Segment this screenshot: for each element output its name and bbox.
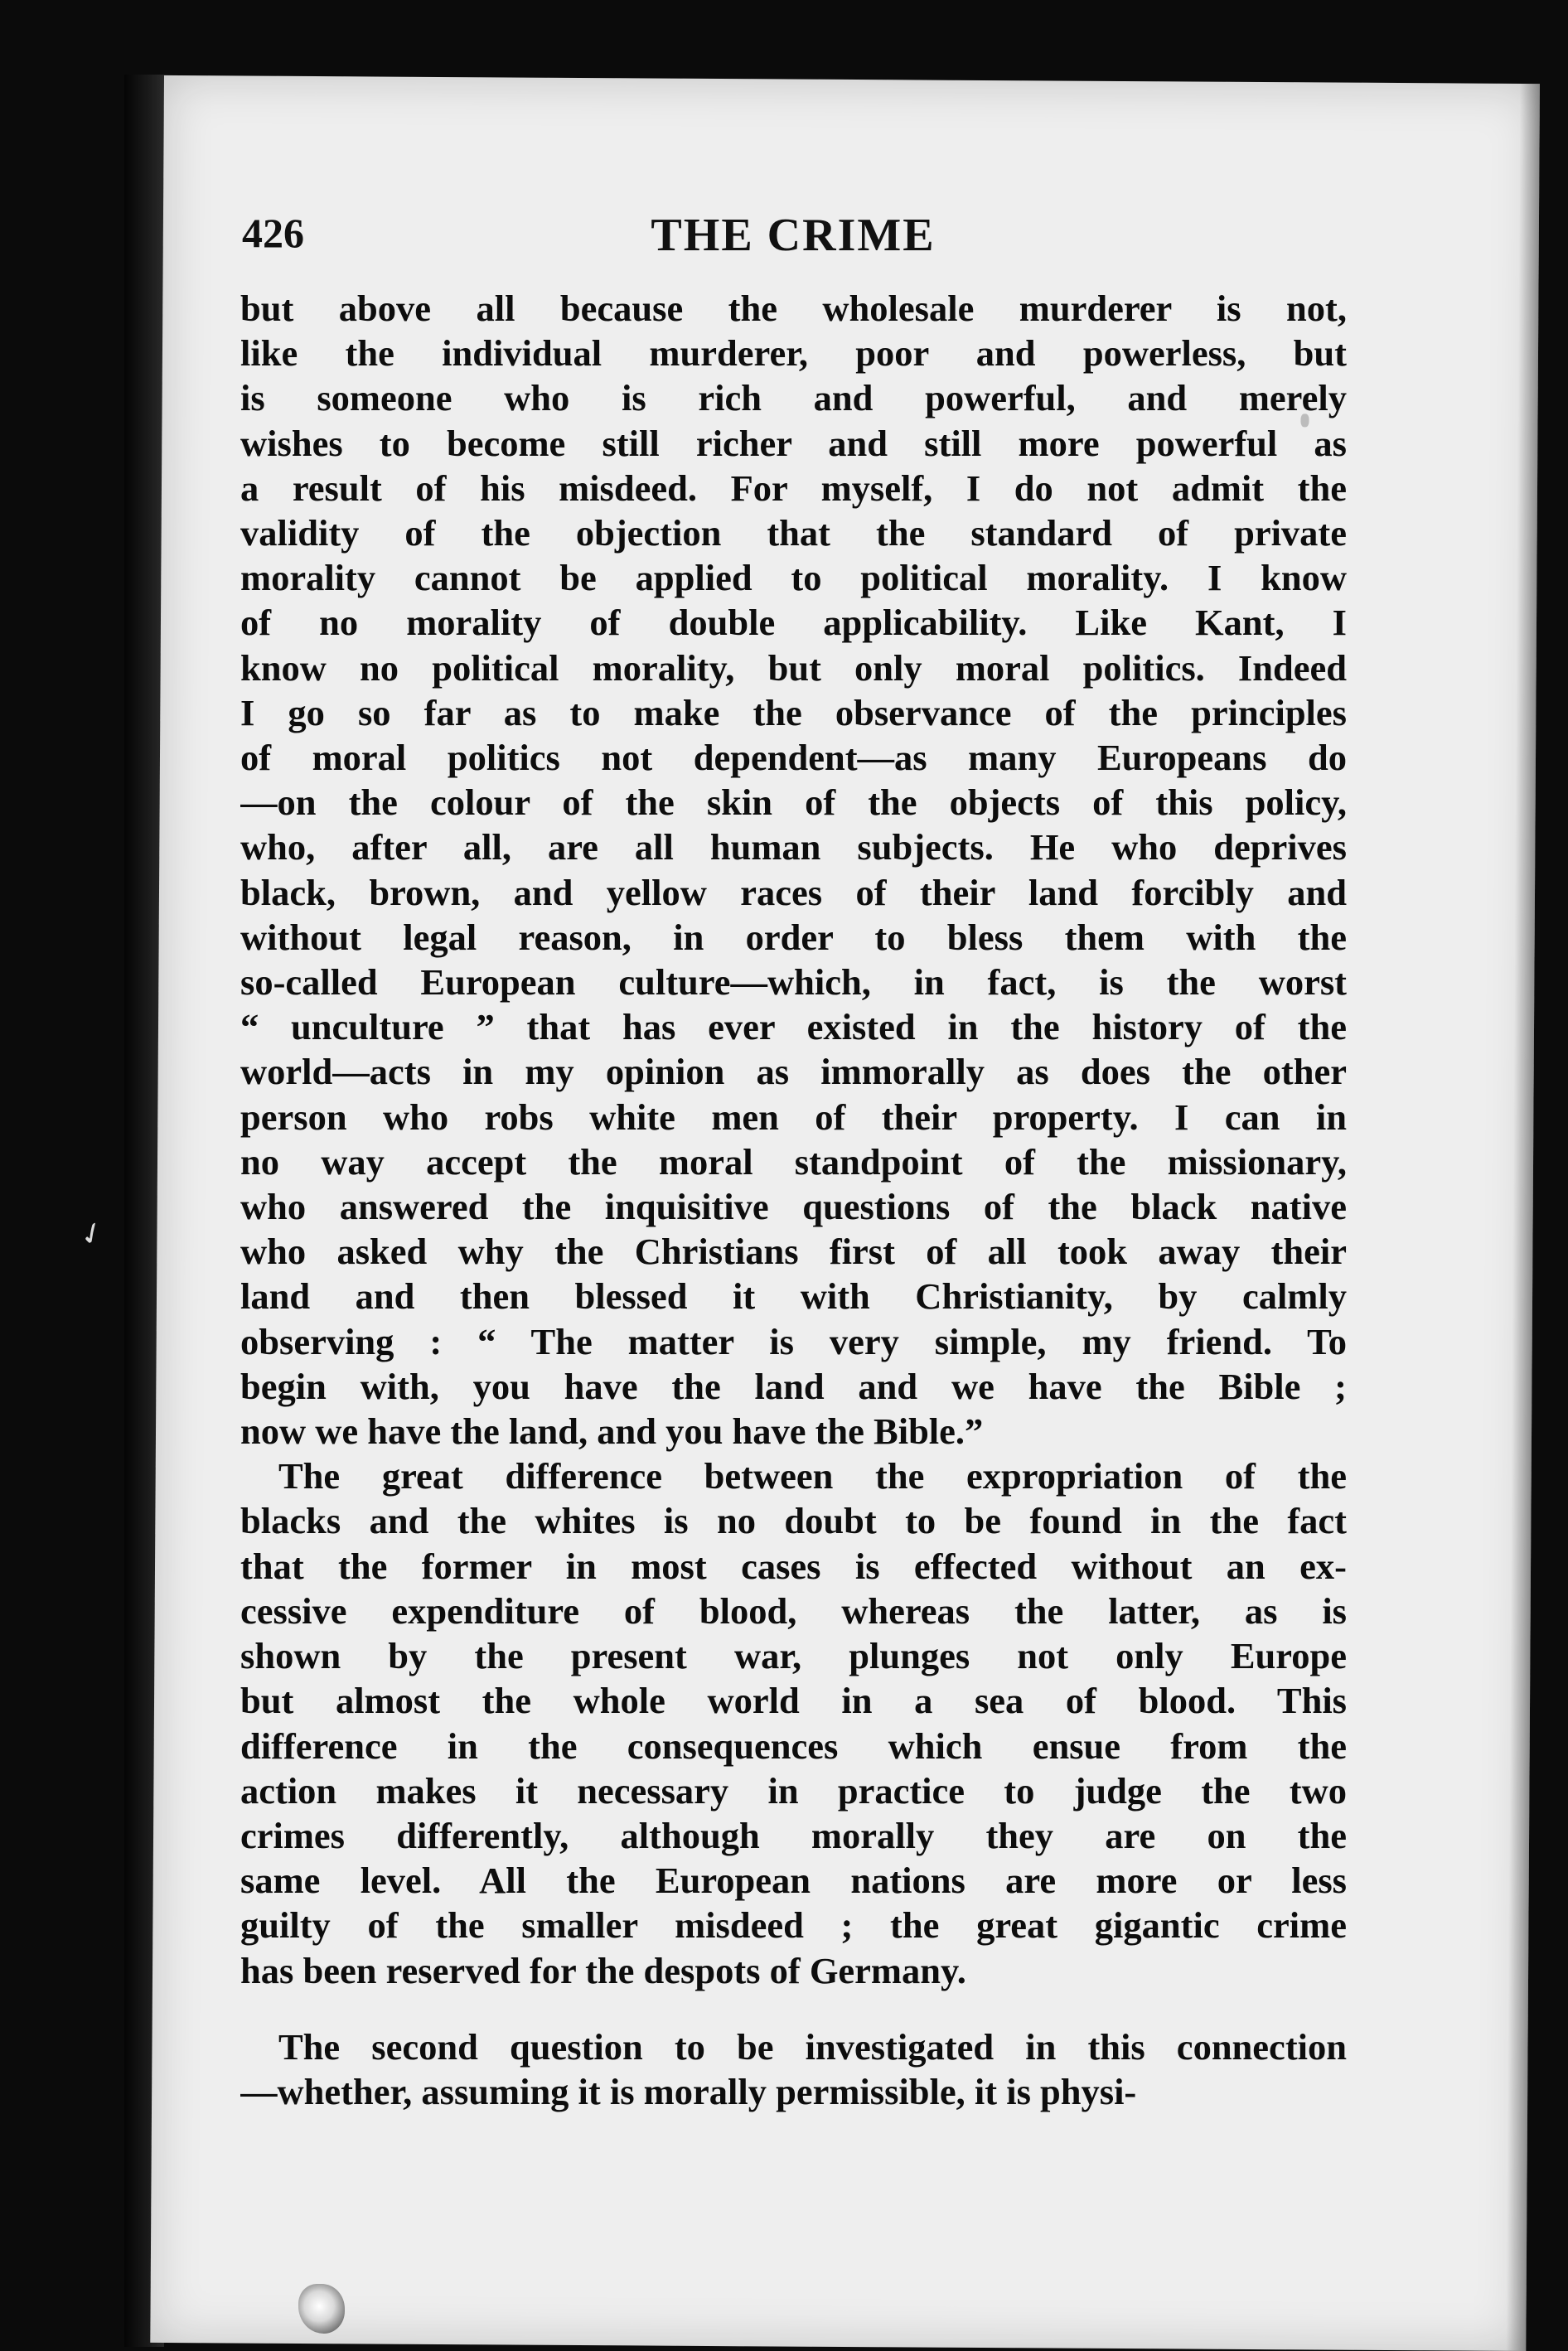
body-text <box>240 286 1347 2114</box>
text-line: crimes differently, although morally they are on the <box>240 1814 1347 1856</box>
margin-pencil-mark: ✓ <box>73 1213 111 1255</box>
page-number: 426 <box>242 210 304 256</box>
text-line: no way accept the moral standpoint of the missionary, <box>240 1140 1347 1183</box>
text-line: —whether, assuming it is morally permissible, it is physi- <box>240 2070 1137 2112</box>
text-line: who asked why the Christians first of all took away their <box>240 1231 1347 1273</box>
text-line: a result of his misdeed. For myself, I do not admit the <box>240 467 1347 509</box>
text-line: so-called European culture—which, in fact, is the worst <box>240 961 1347 1004</box>
text-line: world—acts in my opinion as immorally as does the other <box>240 1051 1347 1093</box>
text-line: validity of the objection that the standard of private <box>240 512 1347 554</box>
paragraph <box>240 1454 1347 1992</box>
text-line: action makes it necessary in practice to judge the two <box>240 1769 1347 1812</box>
text-line: shown by the present war, plunges not only Europe <box>240 1635 1347 1677</box>
text-line: The great difference between the expropriation of the <box>278 1455 1347 1497</box>
text-line: same level. All the European nations are more or less <box>240 1860 1347 1902</box>
text-line: “ unculture ” that has ever existed in the history of the <box>240 1006 1347 1048</box>
text-line: —on the colour of the skin of the objects of this policy, <box>240 781 1347 824</box>
text-line: observing : “ The matter is very simple, my friend. To <box>240 1320 1347 1362</box>
text-line: but almost the whole world in a sea of blood. This <box>240 1680 1347 1722</box>
text-line: who, after all, are all human subjects. He who deprives <box>240 826 1347 868</box>
text-line: cessive expenditure of blood, whereas the latter, as is <box>240 1589 1347 1632</box>
text-line: blacks and the whites is no doubt to be found in the fact <box>240 1500 1347 1542</box>
paragraph-gap <box>240 1993 1347 2024</box>
text-line: without legal reason, in order to bless them with the <box>240 916 1347 958</box>
text-line: person who robs white men of their property. I can in <box>240 1096 1347 1138</box>
text-line: guilty of the smaller misdeed ; the great gigantic crime <box>240 1904 1347 1947</box>
paragraph <box>240 2024 1347 2114</box>
paragraph <box>240 286 1347 1454</box>
text-line: morality cannot be applied to political morality. I know <box>240 557 1347 599</box>
text-line: know no political morality, but only moral politics. Indeed <box>240 646 1347 689</box>
text-line: who answered the inquisitive questions of the black native <box>240 1186 1347 1228</box>
text-line: is someone who is rich and powerful, and merely <box>240 377 1347 419</box>
text-line: has been reserved for the despots of Germany. <box>240 1949 966 1991</box>
running-title: THE CRIME <box>651 210 936 261</box>
text-line: black, brown, and yellow races of their land forcibly and <box>240 871 1347 913</box>
text-line: of no morality of double applicability. Like Kant, I <box>240 602 1347 644</box>
running-head <box>242 197 1344 272</box>
text-line: land and then blessed it with Christianity, by calmly <box>240 1275 1347 1318</box>
text-line: wishes to become still richer and still more powerful as <box>240 422 1347 464</box>
text-line: now we have the land, and you have the Bible.” <box>240 1410 984 1453</box>
text-line: but above all because the wholesale murderer is not, <box>240 288 1347 329</box>
text-line: that the former in most cases is effected without an ex- <box>240 1545 1347 1587</box>
text-line: of moral politics not dependent—as many Europeans do <box>240 737 1347 779</box>
text-line: The second question to be investigated in this connection <box>278 2025 1347 2068</box>
text-line: begin with, you have the land and we have the Bible ; <box>240 1365 1347 1407</box>
text-line: difference in the consequences which ensue from the <box>240 1725 1347 1767</box>
text-line: I go so far as to make the observance of the principles <box>240 691 1347 733</box>
text-line: like the individual murderer, poor and powerless, but <box>240 332 1347 375</box>
